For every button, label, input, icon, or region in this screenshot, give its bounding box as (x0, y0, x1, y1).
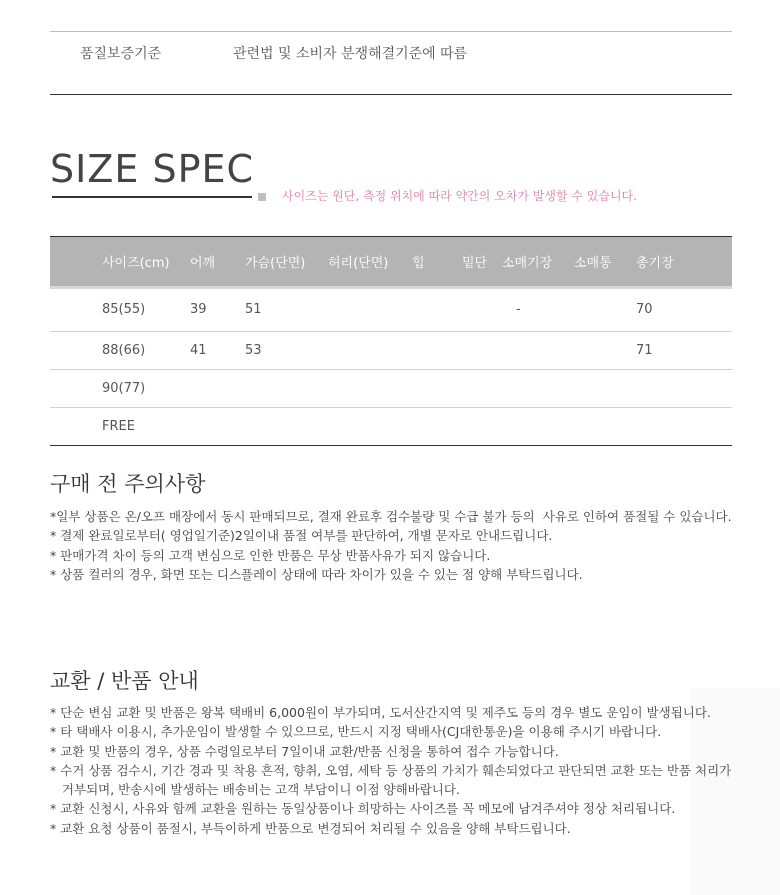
cell-sleeve-width (574, 286, 636, 332)
cell-sleeve-width (574, 332, 636, 370)
header-shoulder: 어깨 (190, 255, 216, 271)
list-item: * 타 택배사 이용시, 추가운임이 발생할 수 있으므로, 반드시 지정 택배사(CJ대한통운)을 이용해 주시기 바랍니다. (50, 724, 662, 740)
cell-size: 88(66) (50, 332, 190, 370)
cell-hip (412, 408, 462, 446)
list-item: * 상품 컬러의 경우, 화면 또는 디스플레이 상태에 따라 차이가 있을 수 있는 점 양해 부탁드립니다. (50, 566, 583, 582)
cell-total-length: 71 (636, 332, 732, 370)
table-row (50, 332, 732, 370)
quality-value: 관련법 및 소비자 분쟁해결기준에 따름 (233, 46, 468, 62)
cell-chest (245, 370, 328, 408)
cell-shoulder: 41 (190, 332, 245, 370)
cell-chest (245, 408, 328, 446)
cell-hem (462, 408, 502, 446)
cell-sleeve-length (502, 408, 574, 446)
cell-sleeve-width (574, 408, 636, 446)
cell-sleeve-length: - (502, 286, 574, 332)
cell-hip (412, 286, 462, 332)
size-spec-title: SIZE SPEC (50, 147, 255, 191)
cell-shoulder: 39 (190, 286, 245, 332)
cell-waist (328, 332, 412, 370)
cell-hem (462, 286, 502, 332)
list-item: * 교환 신청시, 사유와 함께 교환을 원하는 동일상품이나 희망하는 사이즈를 꼭 메모에 남겨주셔야 정상 처리됩니다. (50, 801, 676, 817)
note-bullet-square (258, 193, 266, 201)
quality-label: 품질보증기준 (80, 46, 162, 62)
size-table-header-row (50, 236, 732, 286)
table-row (50, 370, 732, 408)
cell-sleeve-width (574, 370, 636, 408)
list-item: * 판매가격 차이 등의 고객 변심으로 인한 반품은 무상 반품사유가 되지 않습니다. (50, 547, 491, 563)
header-sleeve-width: 소매통 (574, 255, 612, 271)
cell-sleeve-length (502, 332, 574, 370)
list-item: * 결제 완료일로부터( 영업일기준)2일이내 품절 여부를 판단하여, 개별 문자로 안내드립니다. (50, 528, 553, 544)
cell-hip (412, 370, 462, 408)
exchange-notice-heading: 교환 / 반품 안내 (50, 669, 199, 693)
size-spec-title-underline (52, 196, 252, 198)
quality-guarantee-row (50, 31, 732, 94)
cell-size: FREE (50, 408, 190, 446)
header-chest: 가슴(단면) (245, 255, 306, 271)
cell-shoulder (190, 370, 245, 408)
list-item: * 교환 및 반품의 경우, 상품 수령일로부터 7일이내 교환/반품 신청을 통하여 접수 가능합니다. (50, 743, 559, 759)
purchase-notice-heading: 구매 전 주의사항 (50, 472, 206, 496)
cell-shoulder (190, 408, 245, 446)
size-spec-note: 사이즈는 원단, 측정 위치에 따라 약간의 오차가 발생할 수 있습니다. (282, 189, 637, 203)
cell-total-length (636, 370, 732, 408)
size-spec-table (50, 236, 732, 446)
header-size: 사이즈(cm) (102, 255, 170, 271)
purchase-notice-list (50, 507, 732, 584)
cell-chest: 53 (245, 332, 328, 370)
cell-chest: 51 (245, 286, 328, 332)
header-hip: 힙 (412, 255, 425, 271)
cell-sleeve-length (502, 370, 574, 408)
cell-waist (328, 286, 412, 332)
header-total-length: 총기장 (636, 255, 674, 271)
cell-total-length (636, 408, 732, 446)
list-item: *일부 상품은 온/오프 매장에서 동시 판매되므로, 결재 완료후 검수불량 및 수급 불가 등의 사유로 인하여 품절될 수 있습니다. (50, 509, 732, 524)
cell-hip (412, 332, 462, 370)
cell-hem (462, 370, 502, 408)
exchange-notice-list (50, 703, 731, 838)
cell-size: 85(55) (50, 286, 190, 332)
cell-waist (328, 370, 412, 408)
header-hem: 밑단 (462, 255, 488, 271)
list-item: * 수거 상품 검수시, 기간 경과 및 착용 흔적, 향취, 오염, 세탁 등 상품의 가치가 훼손되었다고 판단되면 교환 또는 반품 처리가 (50, 762, 732, 778)
cell-size: 90(77) (50, 370, 190, 408)
cell-hem (462, 332, 502, 370)
cell-waist (328, 408, 412, 446)
list-item: * 단순 변심 교환 및 반품은 왕복 택배비 6,000원이 부가되며, 도서산간지역 및 제주도 등의 경우 별도 운임이 발생됩니다. (50, 705, 711, 720)
table-top-border (50, 236, 732, 237)
quality-bottom-divider (50, 94, 732, 95)
list-item: * 교환 요청 상품이 품절시, 부득이하게 반품으로 변경되어 처리될 수 있음을 양해 부탁드립니다. (50, 820, 571, 836)
list-item: 거부되며, 반송시에 발생하는 배송비는 고객 부담이니 이점 양해바랍니다. (50, 782, 460, 798)
header-waist: 허리(단면) (328, 255, 389, 271)
header-sleeve-length: 소매기장 (502, 255, 553, 271)
table-row (50, 408, 732, 446)
table-row (50, 286, 732, 332)
cell-total-length: 70 (636, 286, 732, 332)
table-header-bottom-border (50, 286, 732, 289)
